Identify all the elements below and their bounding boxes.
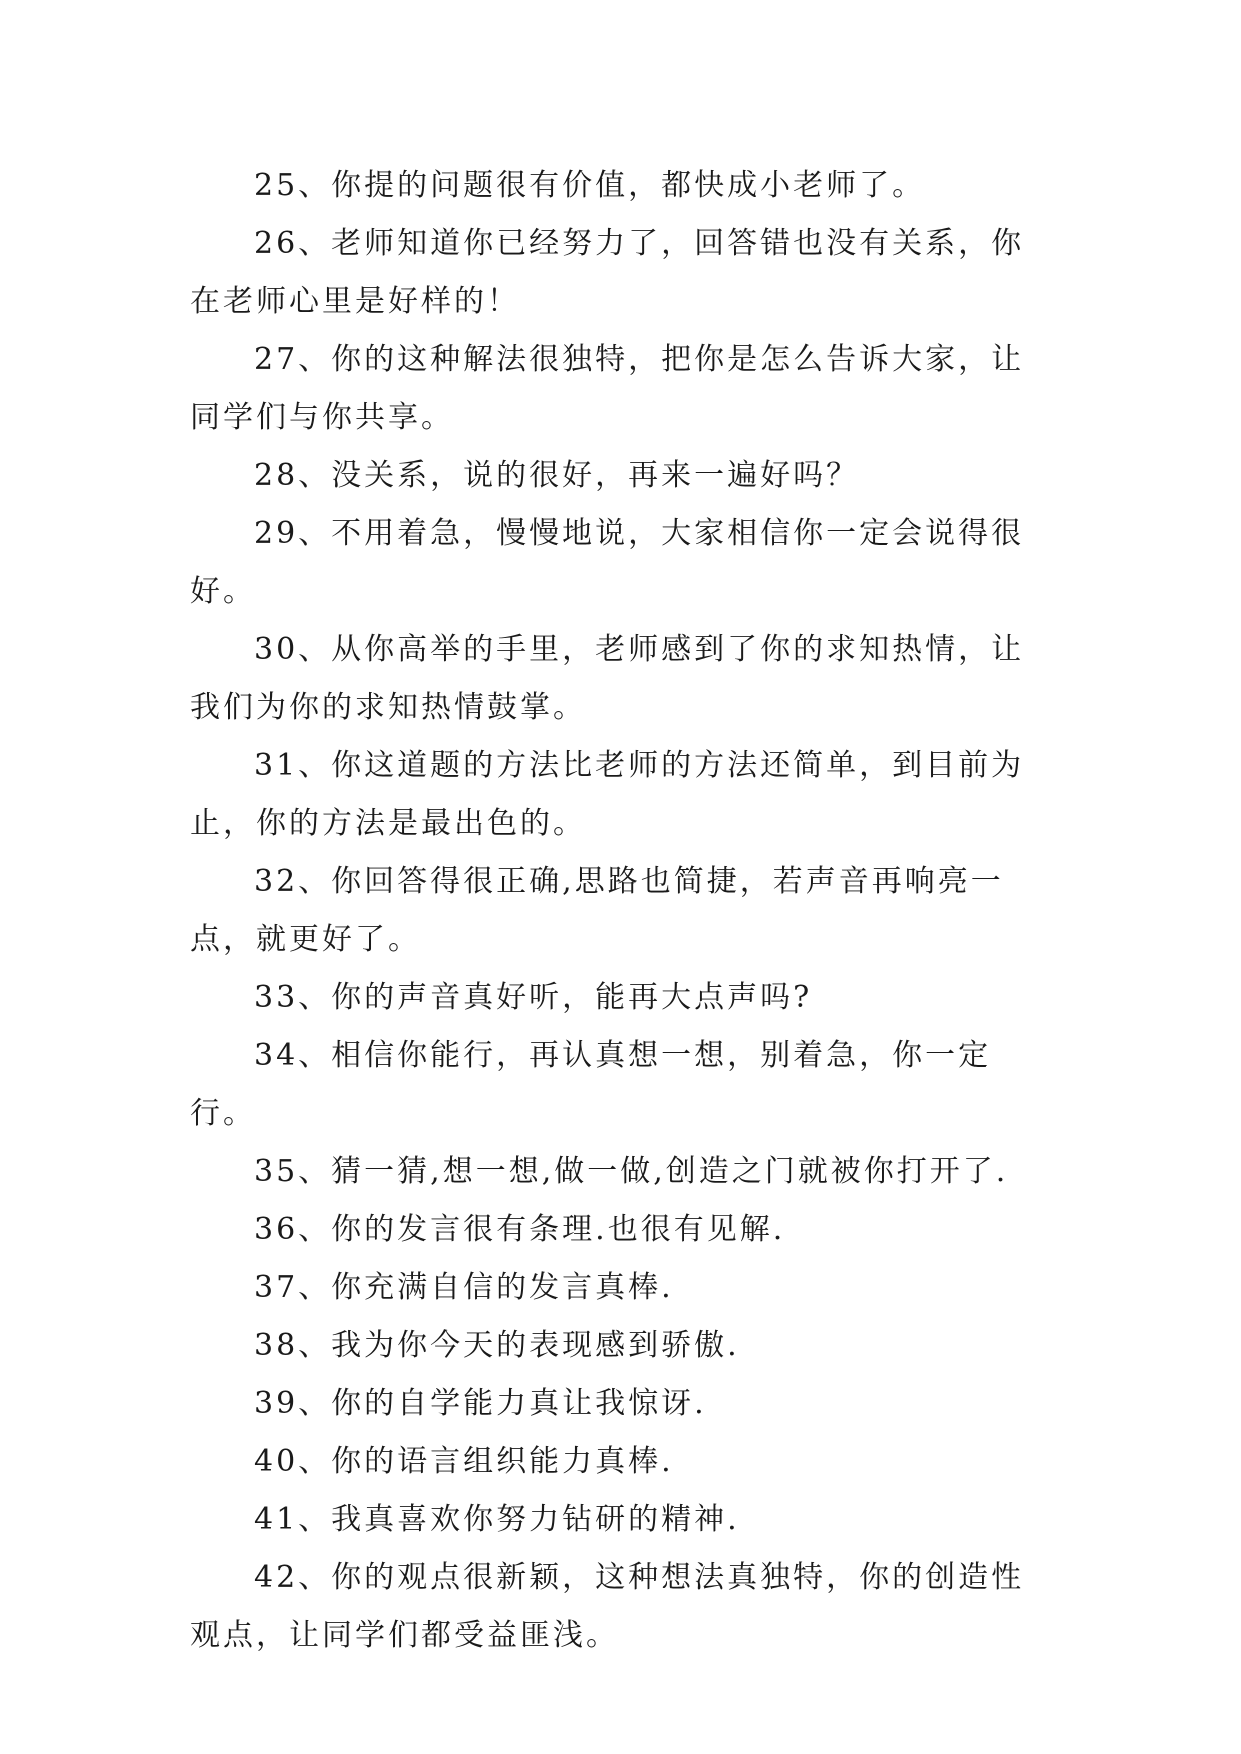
list-item: 26、老师知道你已经努力了，回答错也没有关系，你在老师心里是好样的！ — [190, 226, 1025, 319]
list-item: 30、从你高举的手里，老师感到了你的求知热情，让我们为你的求知热情鼓掌。 — [190, 632, 1025, 725]
list-item: 40、你的语言组织能力真棒. — [254, 1444, 674, 1479]
list-item: 27、你的这种解法很独特，把你是怎么告诉大家，让同学们与你共享。 — [190, 342, 1025, 435]
list-item: 33、你的声音真好听，能再大点声吗? — [254, 980, 813, 1015]
list-item: 37、你充满自信的发言真棒. — [254, 1270, 674, 1305]
list-item: 32、你回答得很正确,思路也简捷，若声音再响亮一点，就更好了。 — [190, 864, 1004, 957]
list-item: 34、相信你能行，再认真想一想，别着急，你一定行。 — [190, 1038, 992, 1131]
list-item: 35、猜一猜,想一想,做一做,创造之门就被你打开了. — [254, 1154, 1009, 1189]
list-item: 42、你的观点很新颖，这种想法真独特，你的创造性观点，让同学们都受益匪浅。 — [190, 1560, 1025, 1653]
list-item: 41、我真喜欢你努力钻研的精神. — [254, 1502, 740, 1537]
list-item: 29、不用着急，慢慢地说，大家相信你一定会说得很好。 — [190, 516, 1025, 609]
list-item: 25、你提的问题很有价值，都快成小老师了。 — [254, 168, 926, 203]
list-item: 38、我为你今天的表现感到骄傲. — [254, 1328, 740, 1363]
document-body — [190, 157, 1052, 1665]
list-item: 39、你的自学能力真让我惊讶. — [254, 1386, 707, 1421]
list-item: 28、没关系，说的很好，再来一遍好吗？ — [254, 458, 860, 493]
list-item: 31、你这道题的方法比老师的方法还简单，到目前为止，你的方法是最出色的。 — [190, 748, 1025, 841]
list-item: 36、你的发言很有条理.也很有见解. — [254, 1212, 786, 1247]
